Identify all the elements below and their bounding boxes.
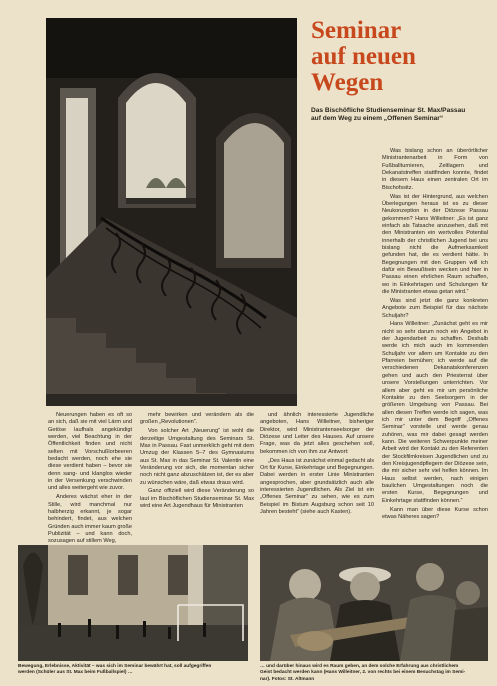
paragraph: „Des Haus ist zunächst einmal gedacht als Ort für Kurse, Einkehrtage und Begegnungen. Dabei werden in erster Linie Ministranten angesprochen, aber grundsätzlich auch alle interessierten Jugendlichen. Als Ziel ist ein „Offenes Seminar“ zu sehen, wie es zum Beispiel im Bistum Augsburg schon seit 10 Jahren besteht“ (siehe auch Kasten). [260,457,374,515]
caption-left [18,664,250,677]
paragraph: Hans Willeitner: „Zunächst geht es mir nicht so sehr darum noch ein Angebot in der Jugendarbeit zu schaffen. Deshalb werde ich mich auch im kommenden Schuljahr vor allem um Kontakte zu den Pfarreien bemühen; ich werde auf die verschiedenen Dekanatskonferenzen gehen und auch den Priesterrat über unsere Vorstellungen unterrichten. Vor allem aber geht es mir um persönliche Kontakte zu den Seelsorgern in der größeren Umgebung von Passau. Bei allen diesen Treffen werde ich sagen, was ich mir unter dem Begriff „Offenes Seminar“ vorstelle und werde genau zuhören, was mir dabei gesagt werden kann. Die weiteren Schwerpunkte meiner Arbeit wird der Kontakt zu den Referenten der Stockfilmkreisen Jugendlichen und zu den Kreisjugendpflegern der Diözese sein, die mir sicher sehr viel helfen können. Im Haus selbst werden, nach einigen baulichen Umgestaltungen noch die ersten Kurse, Begegnungen und Einkehrtage stattfinden können.“ [382,321,488,504]
paragraph: Ganz offiziell wird diese Veränderung so laut im Bischöflichen Studienseminar St. Max wird eine Art Jugendhaus für Ministranten [140,488,254,510]
body-column-3 [260,412,374,540]
paragraph: Von solcher Art „Neuerung“ ist wohl die derzeitige Umgestaltung des Seminars St. Max in Passau. Fast unmerklich geht mit dem Umzug der Klassen 5–7 des Gymnasiums aus St. Max in das Seminar St. Valentin eine Veränderung vor sich, die momentan sicher noch nicht ganz abzuschätzen ist, der es aber zu wünschen wäre, daß etwas draus wird. [140,428,254,486]
body-column-2 [140,412,254,540]
paragraph: mehr bewirken und verändern als die großen „Revolutionen“. [140,412,254,426]
paragraph: Was ist der Hintergrund, aus welchen Überlegungen heraus ist es zu dieser Neukonzeption in der Diözese Passau gekommen? Hans Willeitner: „Es ist ganz einfach als Tatsache anzusehen, daß mit den Ministranten ein wertvolles Potential innerhalb der christlichen Jugend bei uns bislang nicht die Aufmerksamkeit gefunden hat, die es verdient hätte. In Begegnungen mit den Gruppen will ich dafür ein Bewußtsein wecken und hier in Passau einen ehrlichen Raum schaffen, wo in Einkehrtagen und Schulungen für die Ministranten etwas getan wird.“ [382,193,488,296]
headline-line-2: auf neuen [311,43,416,70]
article-headline [311,18,491,96]
body-column-right [382,148,488,544]
lead-line-2: auf dem Weg zu einem „Offenen Seminar“ [311,115,444,123]
guitar-group-image [260,545,488,661]
staircase-window-image [46,18,297,406]
caption-right-line-2: Geist bedacht werden kann (Hans Willeitner, 2. von rechts bei einem Besuchstag im Semi- [260,670,466,676]
headline-line-1: Seminar [311,17,402,44]
caption-right-line-3: nar). Fotos: St. Altmann [260,676,315,682]
lead-line-1: Das Bischöfliche Studienseminar St. Max/Passau [311,107,466,114]
article-lead [311,107,491,124]
main-photo [46,18,297,406]
paragraph: Was sind jetzt die ganz konkreten Angebote zum Beispiel für das nächste Schuljahr? [382,297,488,319]
paragraph: und ähnlich interessierte Jugendliche angeboten, Hans Willeitner, bisheriger Direktor, wird Ministrantenseelsorger der Diözese und Leiter des Hauses. Auf unsere Frage, was da jetzt alles geschehen soll, bekommen ich von ihm zur Antwort: [260,412,374,455]
caption-right-line-1: … und darüber hinaus wird es Raum geben, an dem solche Erfahrung aus christlichem [260,664,459,669]
paragraph: Anderes wächst eher in der Stille, wird manchmal nur halbherzig erkannt, je sogar behindert, findet, aus welchen Gründen auch immer kaum große Publizität – und kann doch, sozusagen auf stillem Weg, [48,494,132,545]
football-field-image [18,545,248,661]
caption-left-line-2: werden (Schüler aus St. Max beim Fußballspiel) … [18,670,133,676]
body-column-1 [48,412,132,545]
singing-photo [260,545,488,661]
football-photo [18,545,248,661]
paragraph: Was bislang schon an überörtlicher Ministrantenarbeit in Form von Fußballturnieren, Zeltlagern und Dekanatstreffen stattfinden konnte, findet in diesem Haus einen zentralen Ort im Bischofssitz. [382,148,488,191]
caption-right [260,664,488,683]
paragraph: Neuerungen haben es oft so an sich, daß sie mit viel Lärm und Getöse laufhals angekündigt werden, viel Beachtung in der Öffentlichkeit finden und nicht selten mit Vorschußlorbeeren bedacht werden, noch ehe sie diese verdient haben – bevor sie denn sang- und klanglos wieder in der Versenkung verschwinden und alles weitergeht wie zuvor. [48,412,132,492]
headline-line-3: Wegen [311,69,384,96]
caption-left-line-1: Bewegung, Erlebnisse, Aktivität – was sich im Seminar bewährt hat, soll aufgegriffen [18,664,212,669]
paragraph: Kann man über diese Kurse schon etwas Näheres sagen? [382,506,488,520]
